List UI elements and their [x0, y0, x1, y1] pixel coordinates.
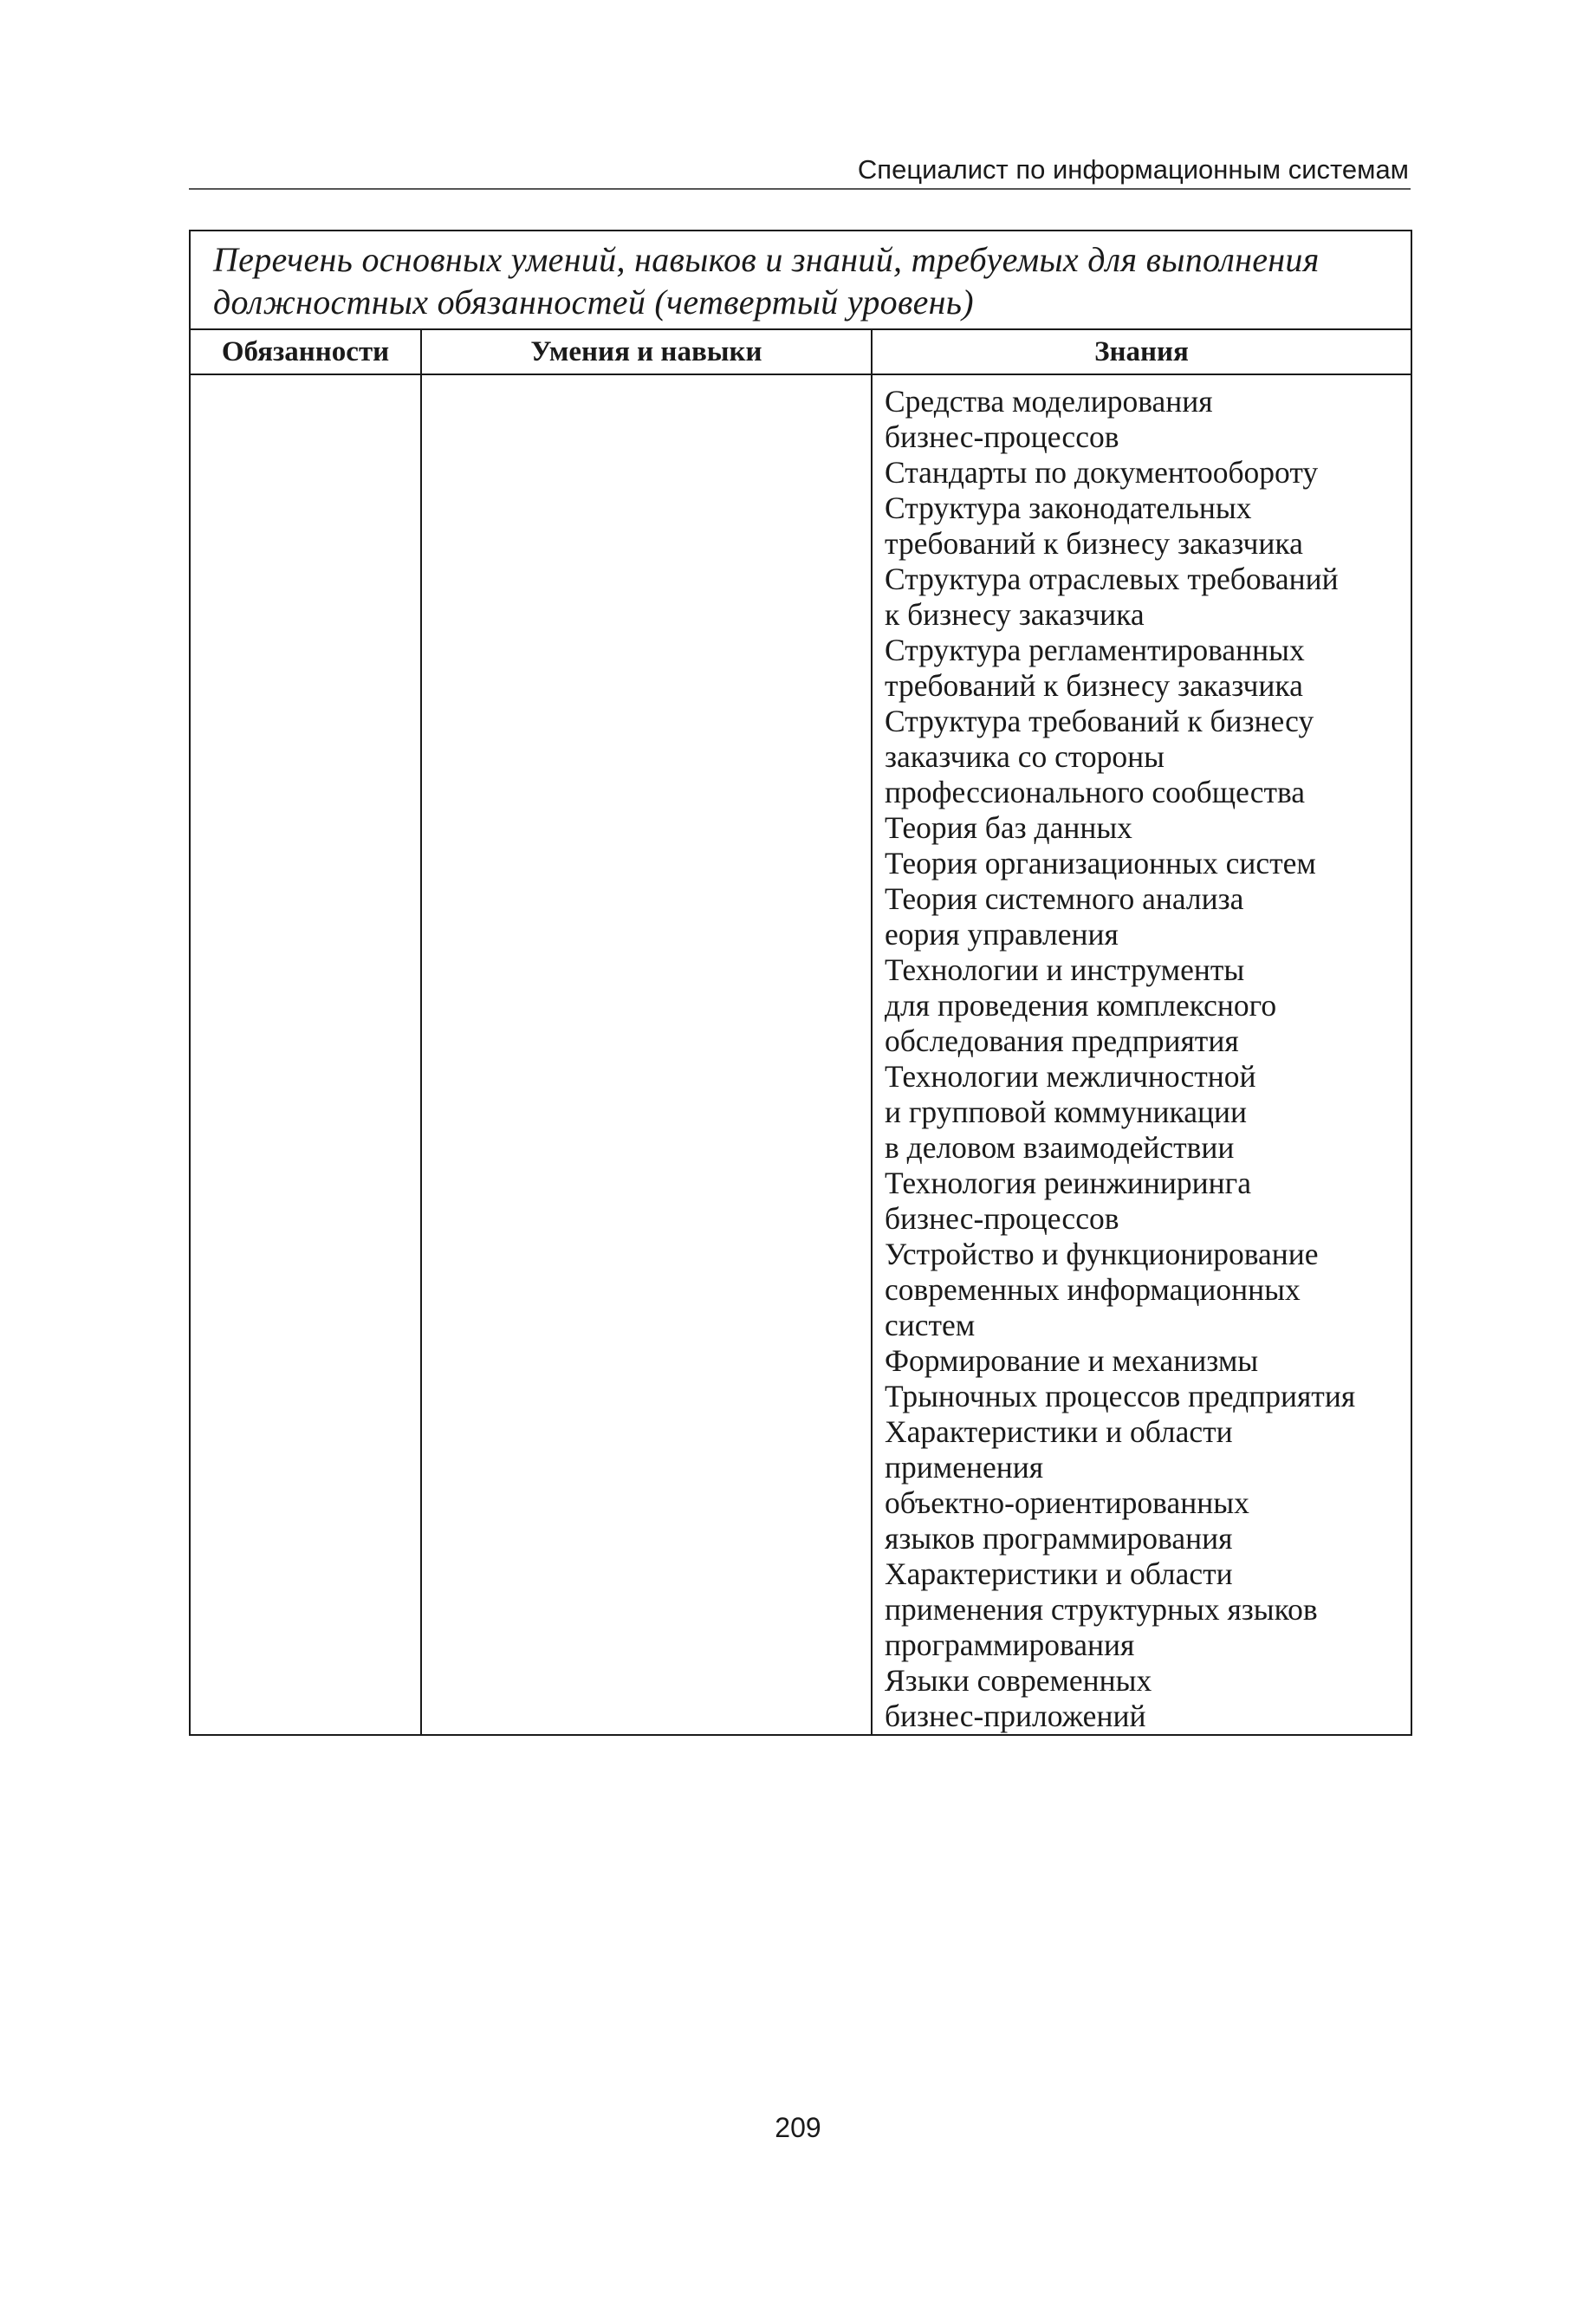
knowledge-line: Формирование и механизмы	[885, 1343, 1259, 1378]
knowledge-list	[873, 375, 1411, 1734]
knowledge-line: Структура законодательных	[885, 491, 1252, 525]
knowledge-line: Характеристики и области	[885, 1556, 1233, 1591]
knowledge-line: Трыночных процессов предприятия	[885, 1379, 1356, 1413]
knowledge-line: современных информационных	[885, 1272, 1301, 1307]
knowledge-line: Технологии межличностной	[885, 1059, 1256, 1094]
knowledge-line: Характеристики и области	[885, 1414, 1233, 1449]
knowledge-line: заказчика со стороны	[885, 739, 1165, 774]
knowledge-line: систем	[885, 1308, 976, 1342]
knowledge-line: Средства моделирования	[885, 384, 1213, 419]
page-number: 209	[775, 2112, 821, 2143]
knowledge-line: и групповой коммуникации	[885, 1095, 1248, 1129]
knowledge-line: бизнес-процессов	[885, 1201, 1119, 1236]
knowledge-line: в деловом взаимодействии	[885, 1130, 1235, 1165]
knowledge-line: объектно-ориентированных	[885, 1485, 1249, 1520]
skills-cell	[421, 374, 872, 1735]
knowledge-line: применения	[885, 1450, 1044, 1485]
knowledge-line: обследования предприятия	[885, 1023, 1239, 1058]
knowledge-line: Стандарты по документообороту	[885, 455, 1319, 490]
duties-cell	[190, 374, 421, 1735]
table-row	[190, 374, 1411, 1735]
knowledge-line: для проведения комплексного	[885, 988, 1277, 1023]
table-caption: Перечень основных умений, навыков и знаний, требуемых для выполнения должностных обязанностей (четвертый уровень)	[190, 231, 1411, 329]
competency-table	[189, 230, 1412, 1736]
column-header-knowledge: Знания	[872, 329, 1411, 374]
knowledge-line: Теория системного анализа	[885, 881, 1244, 916]
knowledge-line: Структура регламентированных	[885, 633, 1305, 667]
header-rule	[189, 188, 1411, 190]
running-header: Специалист по информационным системам	[857, 154, 1409, 185]
knowledge-line: программирования	[885, 1628, 1135, 1662]
column-header-skills: Умения и навыки	[421, 329, 872, 374]
knowledge-line: требований к бизнесу заказчика	[885, 668, 1303, 703]
knowledge-line: бизнес-приложений	[885, 1699, 1146, 1733]
knowledge-line: требований к бизнесу заказчика	[885, 526, 1303, 561]
knowledge-line: Устройство и функционирование	[885, 1237, 1319, 1271]
table-header-row	[190, 329, 1411, 374]
knowledge-line: Технология реинжиниринга	[885, 1166, 1251, 1200]
knowledge-line: бизнес-процессов	[885, 419, 1119, 454]
knowledge-line: профессионального сообщества	[885, 775, 1306, 809]
knowledge-line: Теория баз данных	[885, 810, 1132, 845]
table-caption-row	[190, 231, 1411, 329]
knowledge-line: Теория организационных систем	[885, 846, 1316, 880]
column-header-duties: Обязанности	[190, 329, 421, 374]
knowledge-line: Структура требований к бизнесу	[885, 704, 1314, 738]
knowledge-line: применения структурных языков	[885, 1592, 1318, 1627]
knowledge-line: Структура отраслевых требований	[885, 562, 1339, 596]
knowledge-cell	[872, 374, 1411, 1735]
knowledge-line: Технологии и инструменты	[885, 952, 1245, 987]
knowledge-line: к бизнесу заказчика	[885, 597, 1145, 632]
knowledge-line: Языки современных	[885, 1663, 1152, 1698]
knowledge-line: еория управления	[885, 917, 1119, 952]
knowledge-line: языков программирования	[885, 1521, 1233, 1556]
